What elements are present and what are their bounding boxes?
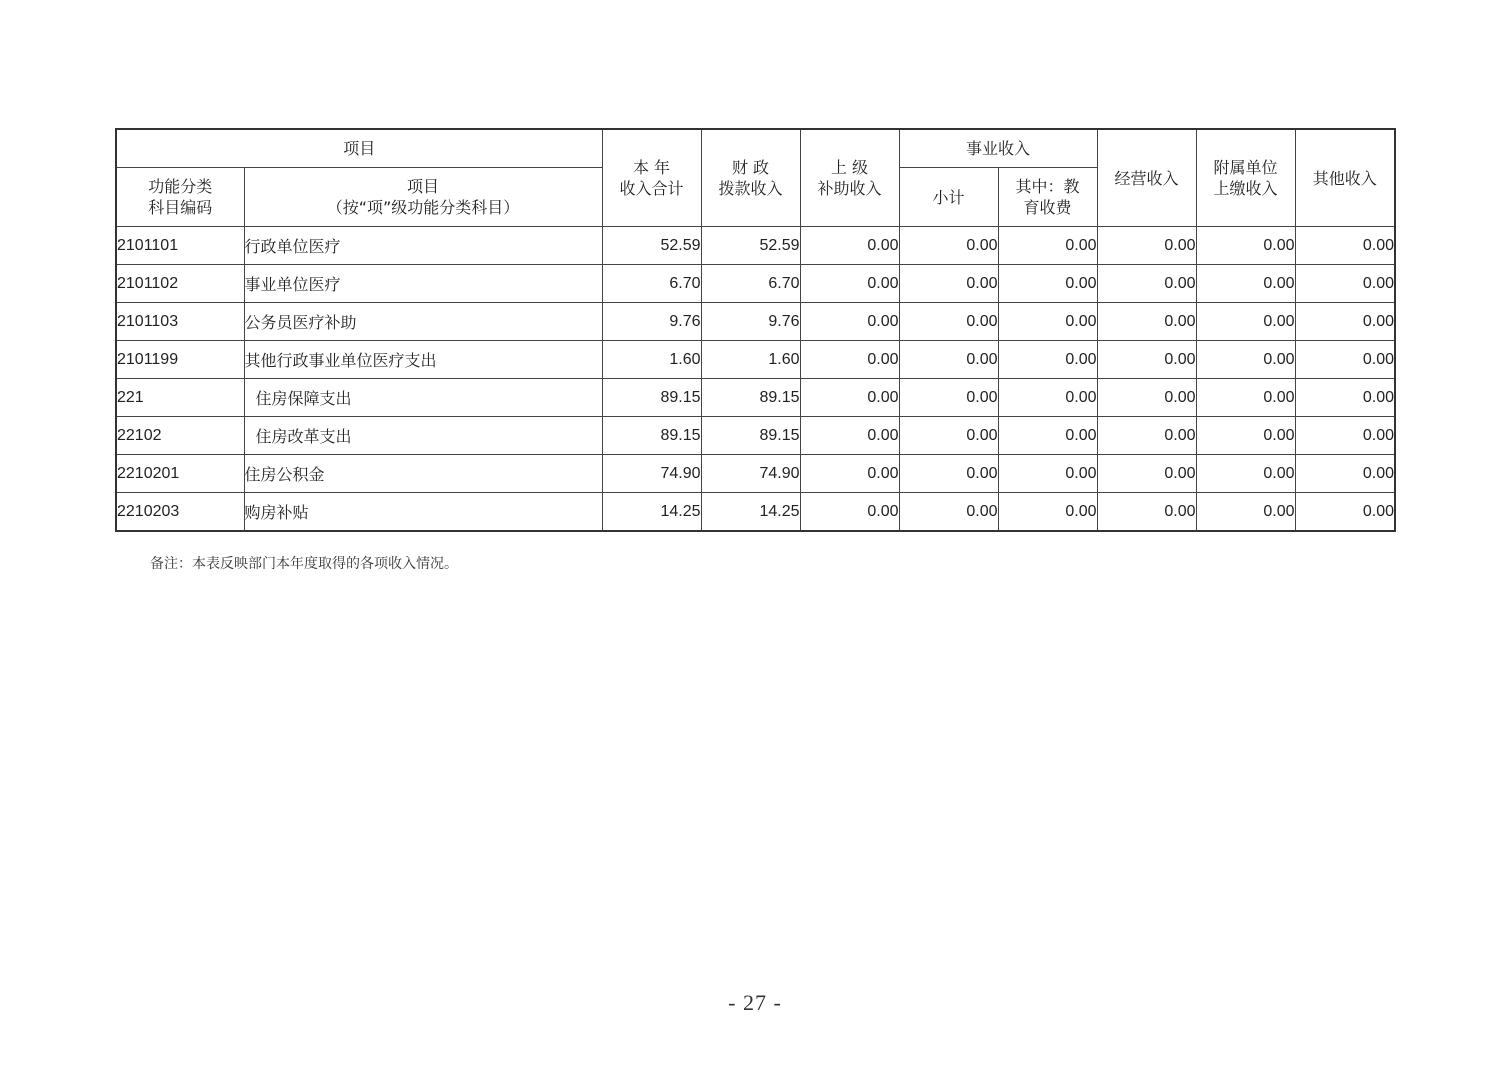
table-note: 备注：本表反映部门本年度取得的各项收入情况。 xyxy=(150,556,458,572)
header-total: 本 年 收入合计 xyxy=(602,129,701,227)
cell-amount: 14.25 xyxy=(701,493,800,532)
cell-amount: 74.90 xyxy=(602,455,701,493)
cell-amount: 0.00 xyxy=(1097,379,1196,417)
cell-item-name: 住房保障支出 xyxy=(244,379,602,417)
cell-item-name: 购房补贴 xyxy=(244,493,602,532)
header-item: 项目 （按“项”级功能分类科目） xyxy=(244,168,602,227)
cell-amount: 0.00 xyxy=(899,417,998,455)
cell-code: 2210203 xyxy=(116,493,244,532)
cell-amount: 0.00 xyxy=(1295,341,1395,379)
header-code: 功能分类 科目编码 xyxy=(116,168,244,227)
table-body xyxy=(116,227,1395,532)
cell-amount: 89.15 xyxy=(701,379,800,417)
header-business: 事业收入 xyxy=(899,129,1097,168)
cell-amount: 0.00 xyxy=(1097,417,1196,455)
cell-item-name: 事业单位医疗 xyxy=(244,265,602,303)
cell-code: 2101101 xyxy=(116,227,244,265)
header-other: 其他收入 xyxy=(1295,129,1395,227)
cell-amount: 52.59 xyxy=(602,227,701,265)
cell-code: 22102 xyxy=(116,417,244,455)
cell-amount: 0.00 xyxy=(1097,341,1196,379)
cell-code: 2101102 xyxy=(116,265,244,303)
cell-amount: 0.00 xyxy=(998,227,1097,265)
cell-amount: 0.00 xyxy=(899,227,998,265)
cell-amount: 0.00 xyxy=(1295,265,1395,303)
cell-amount: 0.00 xyxy=(1196,227,1295,265)
header-fiscal: 财 政 拨款收入 xyxy=(701,129,800,227)
cell-amount: 9.76 xyxy=(701,303,800,341)
income-table xyxy=(115,128,1396,532)
cell-amount: 0.00 xyxy=(1295,227,1395,265)
cell-amount: 74.90 xyxy=(701,455,800,493)
header-project: 项目 xyxy=(116,129,602,168)
cell-amount: 0.00 xyxy=(1097,265,1196,303)
cell-amount: 0.00 xyxy=(800,455,899,493)
cell-amount: 0.00 xyxy=(998,417,1097,455)
cell-amount: 0.00 xyxy=(899,455,998,493)
cell-amount: 0.00 xyxy=(1295,379,1395,417)
header-affiliated: 附属单位 上缴收入 xyxy=(1196,129,1295,227)
table-row xyxy=(116,417,1395,455)
header-operating: 经营收入 xyxy=(1097,129,1196,227)
cell-amount: 0.00 xyxy=(998,303,1097,341)
table-row xyxy=(116,341,1395,379)
cell-amount: 0.00 xyxy=(998,379,1097,417)
cell-amount: 1.60 xyxy=(602,341,701,379)
cell-amount: 0.00 xyxy=(899,493,998,532)
cell-amount: 0.00 xyxy=(899,341,998,379)
cell-amount: 0.00 xyxy=(899,379,998,417)
cell-item-name: 其他行政事业单位医疗支出 xyxy=(244,341,602,379)
table-row xyxy=(116,455,1395,493)
cell-amount: 0.00 xyxy=(899,265,998,303)
cell-amount: 9.76 xyxy=(602,303,701,341)
cell-amount: 0.00 xyxy=(800,303,899,341)
cell-amount: 0.00 xyxy=(1295,455,1395,493)
cell-amount: 89.15 xyxy=(602,379,701,417)
cell-amount: 0.00 xyxy=(1097,227,1196,265)
cell-amount: 0.00 xyxy=(1196,455,1295,493)
cell-amount: 0.00 xyxy=(1295,493,1395,532)
cell-amount: 89.15 xyxy=(701,417,800,455)
cell-amount: 0.00 xyxy=(1295,417,1395,455)
cell-amount: 0.00 xyxy=(800,341,899,379)
cell-amount: 0.00 xyxy=(1196,417,1295,455)
cell-amount: 0.00 xyxy=(800,379,899,417)
header-business-education: 其中：教 育收费 xyxy=(998,168,1097,227)
cell-code: 221 xyxy=(116,379,244,417)
cell-amount: 0.00 xyxy=(1097,493,1196,532)
table-header xyxy=(116,129,1395,227)
cell-amount: 1.60 xyxy=(701,341,800,379)
page-number: - 27 - xyxy=(728,990,782,1015)
cell-item-name: 住房改革支出 xyxy=(244,417,602,455)
cell-amount: 0.00 xyxy=(800,265,899,303)
cell-amount: 0.00 xyxy=(1196,341,1295,379)
cell-amount: 0.00 xyxy=(998,493,1097,532)
table-row xyxy=(116,379,1395,417)
cell-amount: 0.00 xyxy=(1295,303,1395,341)
cell-amount: 0.00 xyxy=(899,303,998,341)
cell-amount: 0.00 xyxy=(998,455,1097,493)
cell-amount: 14.25 xyxy=(602,493,701,532)
cell-amount: 0.00 xyxy=(800,227,899,265)
cell-item-name: 公务员医疗补助 xyxy=(244,303,602,341)
cell-code: 2101103 xyxy=(116,303,244,341)
cell-amount: 6.70 xyxy=(602,265,701,303)
header-business-subtotal: 小计 xyxy=(899,168,998,227)
cell-amount: 6.70 xyxy=(701,265,800,303)
cell-amount: 0.00 xyxy=(800,493,899,532)
cell-amount: 0.00 xyxy=(998,341,1097,379)
cell-amount: 0.00 xyxy=(1196,303,1295,341)
cell-code: 2101199 xyxy=(116,341,244,379)
table-row xyxy=(116,227,1395,265)
cell-amount: 0.00 xyxy=(1196,379,1295,417)
cell-amount: 0.00 xyxy=(1097,303,1196,341)
cell-item-name: 住房公积金 xyxy=(244,455,602,493)
cell-amount: 0.00 xyxy=(1196,493,1295,532)
table-row xyxy=(116,493,1395,532)
cell-amount: 0.00 xyxy=(800,417,899,455)
cell-amount: 0.00 xyxy=(998,265,1097,303)
table-row xyxy=(116,303,1395,341)
cell-amount: 0.00 xyxy=(1097,455,1196,493)
table-row xyxy=(116,265,1395,303)
cell-amount: 89.15 xyxy=(602,417,701,455)
cell-code: 2210201 xyxy=(116,455,244,493)
header-superior: 上 级 补助收入 xyxy=(800,129,899,227)
cell-item-name: 行政单位医疗 xyxy=(244,227,602,265)
cell-amount: 52.59 xyxy=(701,227,800,265)
cell-amount: 0.00 xyxy=(1196,265,1295,303)
